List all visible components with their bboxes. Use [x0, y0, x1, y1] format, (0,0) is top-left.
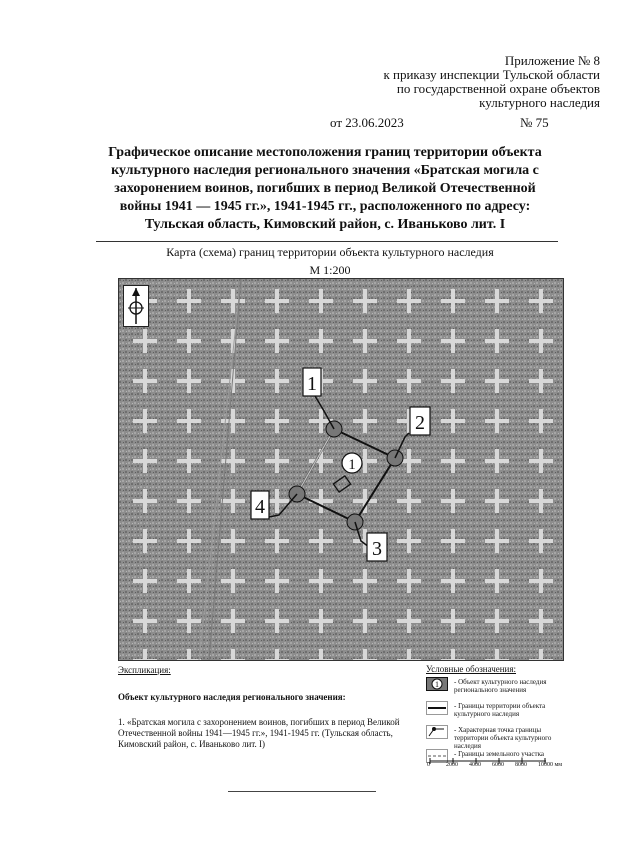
legend-text: - Характерная точка границы территории объекта культурного наследия — [454, 726, 552, 750]
map-scale: М 1:200 — [309, 263, 351, 277]
explication-heading: Экспликация: — [118, 665, 171, 675]
title-line: Тульская область, Кимовский район, с. Иваньково лит. I — [144, 217, 506, 232]
title-line: войны 1941 — 1945 гг.», 1941-1945 гг., расположенного по адресу: — [119, 199, 531, 214]
point-label-2: 2 — [415, 412, 425, 434]
explication-block — [118, 665, 408, 750]
appendix-line: к приказу инспекции Тульской области — [383, 67, 600, 82]
point-label-1: 1 — [307, 373, 317, 395]
scale-label: 2000 — [446, 762, 458, 768]
explication-subheading: Объект культурного наследия регионального значения: — [118, 692, 346, 702]
appendix-line: по государственной охране объектов — [396, 81, 600, 96]
north-arrow-icon — [123, 285, 149, 327]
legend-text: - Объект культурного наследия регионального значения — [454, 678, 547, 694]
svg-text:1: 1 — [435, 680, 439, 689]
object-number-label: 1 — [348, 457, 356, 473]
legend-heading: Условные обозначения: — [426, 664, 517, 674]
title-line: захоронением воинов, погибших в период Великой Отечественной — [114, 181, 536, 196]
bottom-divider — [228, 791, 376, 792]
explication-item: 1. «Братская могила с захоронением воинов, погибших в период Великой — [118, 717, 400, 727]
scale-label: 4000 — [469, 762, 481, 768]
object-number-icon — [426, 677, 448, 691]
scale-label: 8000 — [515, 762, 527, 768]
scale-label: 10000 мм — [538, 762, 563, 768]
order-number: № 75 — [520, 115, 549, 130]
document-title — [90, 144, 560, 234]
point-label-4: 4 — [255, 496, 265, 518]
legend-block — [426, 665, 576, 773]
legend-item — [426, 725, 576, 749]
explication-item: Кимовский район, с. Иваньково лит. I) — [118, 739, 266, 749]
appendix-block — [300, 54, 600, 110]
map-canvas — [119, 279, 563, 660]
order-date: от 23.06.2023 — [330, 115, 404, 130]
map-grid — [119, 279, 563, 660]
boundary-point-icon — [426, 725, 448, 739]
legend-text: - Границы территории объекта культурного наследия — [454, 702, 546, 718]
legend-text: - Границы земельного участка — [454, 750, 544, 758]
legend-item — [426, 701, 576, 725]
title-line: Графическое описание местоположения границ территории объекта — [108, 145, 542, 160]
explication-item: Отечественной войны 1941—1945 гг.», 1941-1945 гг. (Тульская область, — [118, 728, 393, 738]
legend-item — [426, 677, 576, 701]
scale-label: 0 — [427, 762, 430, 768]
appendix-line: Приложение № 8 — [504, 53, 600, 68]
boundary-line-icon — [426, 701, 448, 715]
divider — [96, 241, 558, 242]
title-line: культурного наследия регионального значения «Братская могила с — [111, 163, 539, 178]
appendix-line: культурного наследия — [479, 95, 600, 110]
map-title: Карта (схема) границ территории объекта культурного наследия — [166, 245, 494, 259]
point-label-3: 3 — [372, 538, 382, 560]
scale-label: 6000 — [492, 762, 504, 768]
boundary-map — [118, 278, 564, 661]
